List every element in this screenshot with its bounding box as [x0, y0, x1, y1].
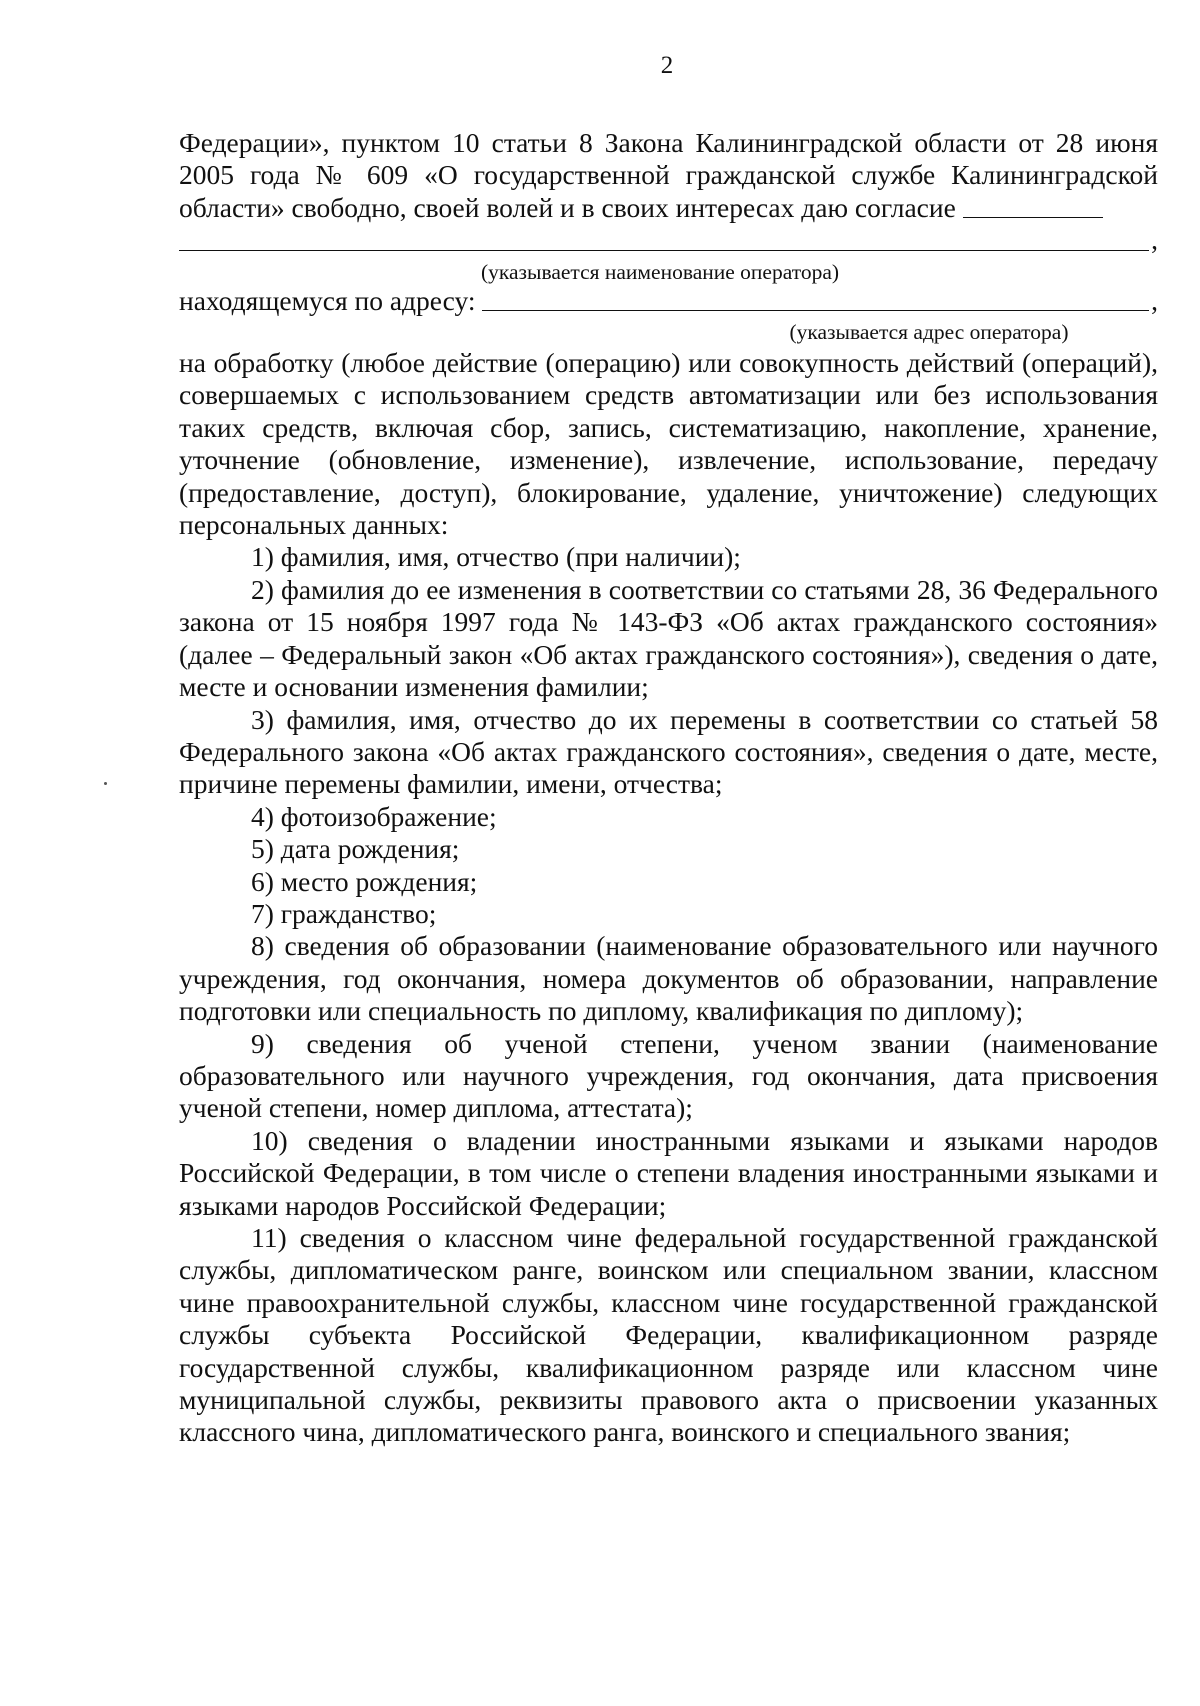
- operator-blank-short: [963, 193, 1103, 218]
- intro-line-1: Федерации», пунктом 10 статьи 8 Закона Калининградской области от 28 июня: [179, 127, 1158, 158]
- list-item-5: 5) дата рождения;: [251, 833, 460, 865]
- processing-paragraph: на обработку (любое действие (операцию) или совокупность действий (операций), совершаемых с использованием средств автоматизации или без использования таких средств, включая сбор, запись, систематизацию, накопление, хранение, уточнение (обновление, изменение), извлечение, использование, передачу (предоставление, доступ), блокирование, удаление, уничтожение) следующих персональных данных:: [179, 347, 1158, 541]
- address-caption: (указывается адрес оператора): [789, 320, 1069, 345]
- list-item-9: 9) сведения об ученой степени, ученом звании (наименование образовательного или научного учреждения, год окончания, дата присвоения ученой степени, номер диплома, аттестата);: [179, 1027, 1158, 1124]
- address-line: [179, 285, 1158, 317]
- list-item-6: 6) место рождения;: [251, 865, 478, 897]
- document-body: [179, 127, 1158, 1449]
- list-item-10: 10) сведения о владении иностранными языками и языками народов Российской Федерации, в том числе о степени владения иностранными языками и языками народов Российской Федерации;: [179, 1124, 1158, 1221]
- operator-line: [179, 224, 1158, 256]
- address-comma: ,: [1151, 284, 1158, 316]
- list-item-7: 7) гражданство;: [251, 897, 437, 929]
- list-item-1: 1) фамилия, имя, отчество (при наличии);: [251, 541, 741, 573]
- consent-text: области» свободно, своей волей и в своих интересах даю согласие: [179, 191, 963, 223]
- intro-line-2: 2005 года № 609 «О государственной гражданской службе Калининградской: [179, 159, 1158, 191]
- address-blank: [482, 286, 1149, 311]
- list-item-4: 4) фотоизображение;: [251, 800, 497, 832]
- list-item-11: 11) сведения о классном чине федеральной государственной гражданской службы, дипломатическом ранге, воинском или специальном звании, классном чине правоохранительной службы, классном чине государственной гражданской службы субъекта Российской Федерации, квалификационном разряде государственной службы, квалификационном разряде или классном чине муниципальной службы, реквизиты правового акта о присвоении указанных классного чина, дипломатического ранга, воинского и специального звания;: [179, 1222, 1158, 1448]
- operator-blank: [179, 226, 1149, 251]
- operator-comma: ,: [1151, 224, 1158, 256]
- list-item-8: 8) сведения об образовании (наименование образовательного или научного учреждения, год окончания, номера документов об образовании, направление подготовки или специальность по диплому, квалификация по диплому);: [179, 930, 1158, 1027]
- operator-caption: (указывается наименование оператора): [480, 259, 840, 284]
- list-item-2: 2) фамилия до ее изменения в соответствии со статьями 28, 36 Федерального закона от 15 ноября 1997 года № 143-ФЗ «Об актах гражданского состояния» (далее – Федеральный закон «Об актах гражданского состояния»), сведения о дате, месте и основании изменения фамилии;: [179, 573, 1158, 703]
- list-item-3: 3) фамилия, имя, отчество до их перемены в соответствии со статьей 58 Федерального закона «Об актах гражданского состояния», сведения о дате, месте, причине перемены фамилии, имени, отчества;: [179, 703, 1158, 800]
- address-label: находящемуся по адресу:: [179, 284, 483, 316]
- page-number: 2: [660, 52, 674, 79]
- consent-line: [179, 192, 1158, 224]
- scan-speck: [104, 782, 107, 785]
